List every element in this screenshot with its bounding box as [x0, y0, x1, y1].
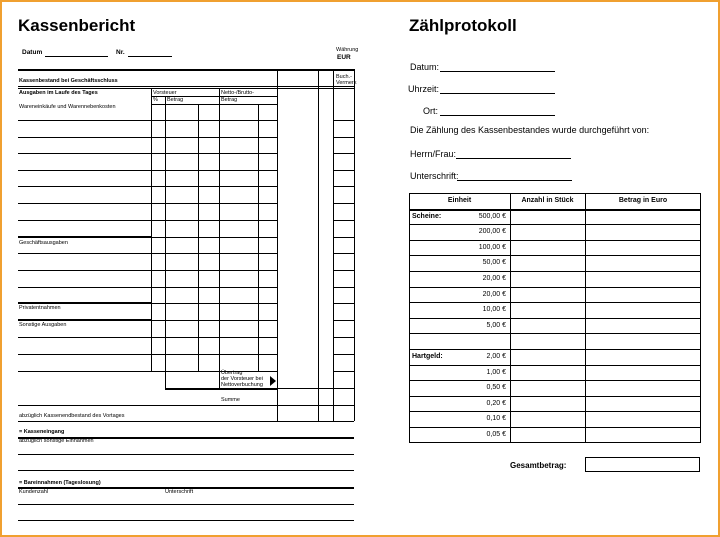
grid-hline [333, 220, 354, 221]
anzahl-cell[interactable] [510, 318, 585, 334]
vorsteuer-betrag-label: Betrag [167, 97, 184, 103]
grid-hline [18, 203, 151, 204]
uebertrag-label-3: Nettoverbuchung [221, 382, 263, 388]
betrag-cell[interactable] [585, 365, 701, 381]
anzahl-cell[interactable] [510, 349, 585, 365]
arrow-right-icon [270, 376, 276, 386]
grid-hline [333, 303, 354, 304]
table-header-2: Betrag in Euro [618, 197, 668, 204]
grid-hline [151, 203, 277, 204]
abzueglich-einnahmen-label: abzüglich sonstige Einnahmen [19, 438, 94, 444]
grid-hline [18, 270, 151, 271]
denomination-value: 20,00 € [482, 275, 506, 282]
denomination-value: 200,00 € [478, 228, 506, 236]
grid-hline [333, 170, 354, 171]
grid-hline [18, 302, 151, 304]
grid-hline [151, 137, 277, 138]
grid-hline [18, 220, 151, 221]
privatentnahmen-label: Privatentnahmen [19, 305, 61, 311]
anzahl-cell[interactable] [510, 209, 585, 225]
nr-field[interactable] [128, 56, 172, 57]
waehrung-label: Währung [336, 47, 359, 53]
uebertrag-label-2: der Vorsteuer bei [221, 376, 263, 382]
denomination-value: 0,05 € [486, 431, 506, 438]
grid-hline [165, 388, 277, 390]
grid-hline [277, 388, 354, 389]
grid-hline [151, 287, 277, 288]
denomination-value: 20,00 € [482, 290, 506, 298]
betrag-cell[interactable] [585, 349, 701, 365]
gesamtbetrag-field[interactable] [585, 457, 700, 472]
grid-hline [333, 320, 354, 321]
betrag-cell[interactable] [585, 255, 701, 271]
sonstige-ausgaben-label: Sonstige Ausgaben [19, 322, 67, 328]
zp-herr-frau-label: Herrn/Frau: [410, 149, 457, 159]
anzahl-cell[interactable] [510, 365, 585, 381]
anzahl-cell[interactable] [510, 240, 585, 256]
grid-hline [18, 371, 151, 372]
zp-herr-frau-field[interactable] [456, 158, 571, 159]
netto-brutto-label: Netto-/Brutto- [221, 90, 255, 96]
ausgaben-label: Ausgaben im Laufe des Tages [19, 90, 98, 96]
grid-hline [333, 237, 354, 238]
kassenbestand-label: Kassenbestand bei Geschäftsschluss [19, 78, 118, 84]
grid-hline [18, 153, 151, 154]
grid-vline [277, 69, 278, 421]
betrag-cell[interactable] [585, 287, 701, 303]
table-row-line [409, 333, 701, 334]
grid-vline [219, 88, 220, 388]
netto-betrag-label: Betrag [221, 97, 238, 103]
grid-hline [18, 454, 354, 455]
summe-label: Summe [221, 397, 240, 403]
denomination-value: 50,00 € [482, 259, 506, 267]
zp-ort-field[interactable] [440, 115, 555, 116]
betrag-cell[interactable] [585, 318, 701, 334]
grid-hline [151, 337, 277, 338]
anzahl-cell[interactable] [510, 380, 585, 396]
betrag-cell[interactable] [585, 396, 701, 412]
grid-hline [151, 253, 277, 254]
table-header-0: Einheit [447, 197, 472, 204]
vorsteuer-label: Vorsteuer [153, 90, 177, 96]
buch-vermerk-label: Buch.-Vermerk [336, 74, 357, 86]
grid-hline [18, 319, 151, 320]
betrag-cell[interactable] [585, 209, 701, 225]
denomination-value: 5,00 € [486, 321, 506, 329]
anzahl-cell[interactable] [510, 411, 585, 427]
kundenzahl-label: Kundenzahl [19, 489, 49, 495]
anzahl-cell[interactable] [510, 287, 585, 303]
geschaeftsausgaben-label: Geschäftsausgaben [19, 240, 68, 246]
denomination-value: 0,50 € [486, 384, 506, 392]
grid-vline [318, 69, 319, 421]
grid-hline [18, 170, 151, 171]
denomination-value: 2,00 € [486, 353, 506, 360]
grid-hline [333, 287, 354, 288]
grid-hline [18, 120, 151, 121]
prozent-label: % [153, 97, 158, 103]
anzahl-cell[interactable] [510, 271, 585, 287]
zp-unterschrift-label: Unterschrift: [410, 171, 459, 181]
denomination-value: 1,00 € [486, 368, 506, 376]
anzahl-cell[interactable] [510, 427, 585, 443]
zp-datum-field[interactable] [440, 71, 555, 72]
gesamtbetrag-label: Gesamtbetrag: [510, 461, 567, 470]
bareinnahmen-label: = Bareinnahmen (Tageslosung) [19, 480, 101, 486]
grid-hline [151, 186, 277, 187]
denomination-value: 10,00 € [482, 306, 506, 314]
grid-hline [18, 137, 151, 138]
zp-statement: Die Zählung des Kassenbestandes wurde durchgeführt von: [410, 125, 650, 135]
grid-hline [18, 236, 151, 238]
zp-uhrzeit-field[interactable] [440, 93, 555, 94]
denomination-value: 0,10 € [486, 415, 506, 423]
denomination-value: 0,20 € [486, 399, 506, 407]
wareneinkaeufe-label: Wareneinkäufe und Warennebenkosten [19, 104, 116, 110]
grid-hline [151, 220, 277, 221]
betrag-cell[interactable] [585, 302, 701, 318]
scheine-label: Scheine: [412, 212, 442, 220]
zp-datum-label: Datum: [410, 62, 440, 72]
grid-hline [151, 170, 277, 171]
grid-vline [354, 69, 355, 421]
datum-field[interactable] [45, 56, 108, 57]
grid-hline [151, 354, 277, 355]
grid-vline [333, 69, 334, 421]
nr-label: Nr. [116, 49, 125, 56]
kb-unterschrift-label: Unterschrift [165, 489, 194, 495]
grid-vline [165, 96, 166, 388]
grid-hline [333, 120, 354, 121]
betrag-cell[interactable] [585, 380, 701, 396]
grid-hline [18, 421, 354, 422]
grid-hline [333, 337, 354, 338]
grid-hline [18, 354, 151, 355]
waehrung-value: EUR [337, 54, 351, 61]
grid-hline [151, 320, 277, 321]
grid-hline [151, 237, 277, 238]
anzahl-cell[interactable] [510, 396, 585, 412]
grid-hline [333, 371, 354, 372]
kassenbericht-title: Kassenbericht [18, 16, 136, 35]
grid-hline [18, 470, 354, 471]
grid-hline [151, 270, 277, 271]
table-header-1: Anzahl in Stück [521, 197, 574, 204]
grid-hline [18, 287, 151, 288]
kasseneingang-label: = Kasseneingang [19, 429, 65, 435]
grid-hline [333, 270, 354, 271]
zp-unterschrift-field[interactable] [457, 180, 572, 181]
anzahl-cell[interactable] [510, 255, 585, 271]
betrag-cell[interactable] [585, 427, 701, 443]
abzueglich-vortag-label: abzüglich Kassenendbestand des Vortages [19, 413, 125, 419]
grid-hline [18, 520, 354, 521]
grid-hline [333, 354, 354, 355]
grid-hline [151, 153, 277, 154]
anzahl-cell[interactable] [510, 224, 585, 240]
betrag-cell[interactable] [585, 224, 701, 240]
grid-hline [151, 303, 277, 304]
grid-hline [18, 320, 151, 321]
grid-hline [151, 120, 277, 121]
betrag-cell[interactable] [585, 240, 701, 256]
anzahl-cell[interactable] [510, 302, 585, 318]
zp-uhrzeit-label: Uhrzeit: [408, 84, 440, 94]
grid-hline [18, 337, 151, 338]
grid-hline [333, 153, 354, 154]
grid-hline [333, 253, 354, 254]
zaehlprotokoll-title: Zählprotokoll [409, 16, 517, 35]
grid-hline [18, 405, 354, 406]
denomination-value: 100,00 € [478, 243, 506, 251]
zp-ort-label: Ort: [423, 106, 438, 116]
denomination-value: 500,00 € [478, 212, 506, 220]
datum-label: Datum [22, 49, 43, 56]
grid-hline [333, 137, 354, 138]
betrag-cell[interactable] [585, 411, 701, 427]
uebertrag-label: Übertrag [221, 370, 243, 376]
grid-hline [18, 504, 354, 505]
grid-vline [151, 88, 152, 371]
form-top-border [18, 69, 354, 71]
grid-hline [333, 186, 354, 187]
hartgeld-label: Hartgeld: [412, 353, 443, 360]
grid-hline [18, 186, 151, 187]
grid-hline [333, 203, 354, 204]
grid-hline [18, 253, 151, 254]
betrag-cell[interactable] [585, 271, 701, 287]
